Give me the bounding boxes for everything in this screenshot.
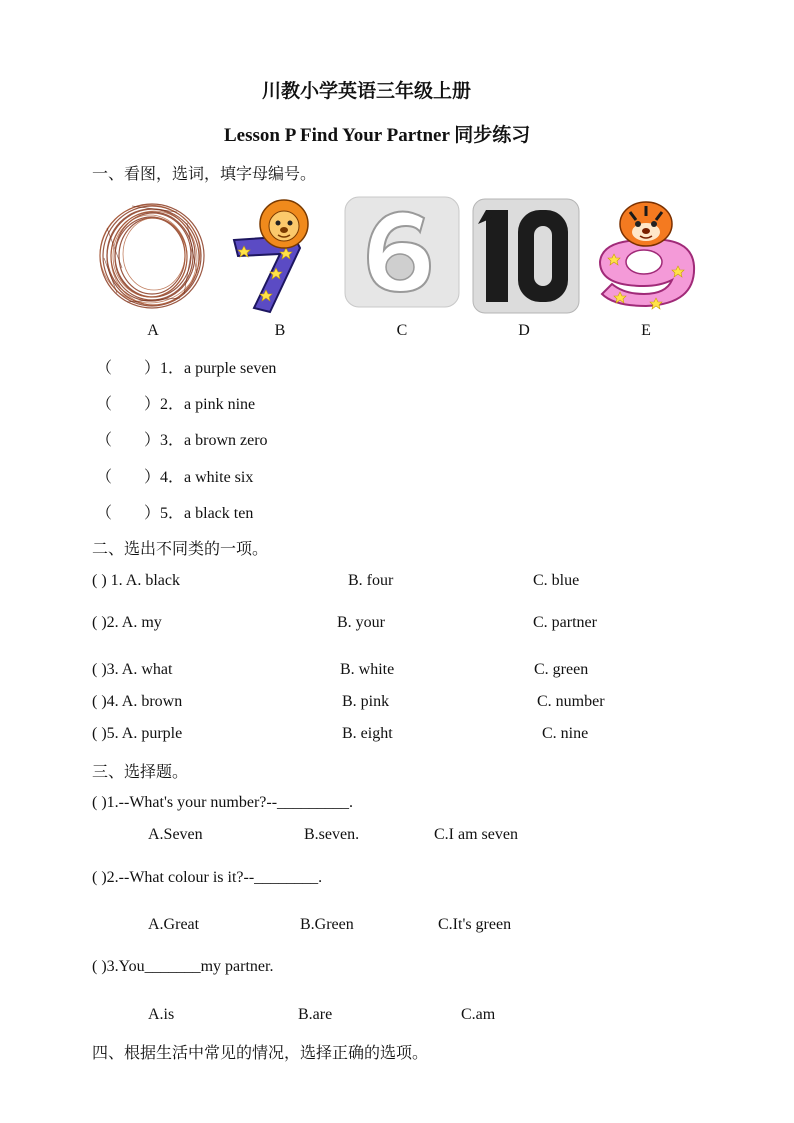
option-c[interactable]: C. nine (542, 725, 589, 742)
list-item (96, 427, 268, 450)
option-a[interactable]: A.Great (148, 916, 200, 933)
option-a[interactable]: A.Seven (148, 826, 203, 843)
list-item (96, 355, 276, 378)
option-c[interactable]: C.am (461, 1006, 496, 1023)
item-text: 4．a white six (160, 469, 254, 486)
list-item (96, 500, 253, 523)
answer-blank[interactable]: （ ） (96, 360, 161, 377)
item-text: 1．a purple seven (160, 360, 277, 377)
option-b[interactable]: B. white (340, 661, 395, 678)
option-c[interactable]: C.It's green (438, 916, 512, 933)
page-subtitle: Lesson P Find Your Partner 同步练习 (224, 125, 531, 146)
option-b[interactable]: B. pink (342, 693, 390, 710)
question-number-option-a[interactable]: ( )3. A. what (92, 661, 173, 678)
purple-seven-lion-picture (230, 198, 330, 316)
option-b[interactable]: B.are (298, 1006, 333, 1023)
pink-nine-tiger-picture (590, 200, 706, 312)
picture-label-e: E (641, 322, 651, 339)
option-b[interactable]: B. your (337, 614, 385, 631)
question-text: ( )3.You_______my partner. (92, 958, 274, 975)
question-number-option-a[interactable]: ( )5. A. purple (92, 725, 183, 742)
answer-blank[interactable]: （ ） (96, 396, 161, 413)
option-b[interactable]: B.seven. (304, 826, 360, 843)
option-c[interactable]: C.I am seven (434, 826, 518, 843)
answer-blank[interactable]: （ ） (96, 469, 161, 486)
picture-label-a: A (147, 322, 159, 339)
item-text: 3．a brown zero (160, 432, 268, 449)
picture-label-d: D (518, 322, 530, 339)
option-b[interactable]: B. eight (342, 725, 393, 742)
option-c[interactable]: C. green (534, 661, 589, 678)
option-c[interactable]: C. blue (533, 572, 580, 589)
question-number-option-a[interactable]: ( ) 1. A. black (92, 572, 180, 589)
black-ten-picture (472, 198, 580, 314)
answer-blank[interactable]: （ ） (96, 505, 161, 522)
item-text: 2．a pink nine (160, 396, 256, 413)
option-b[interactable]: B. four (348, 572, 394, 589)
section-2-heading: 二、选出不同类的一项。 (92, 541, 269, 558)
list-item (96, 391, 255, 414)
answer-blank[interactable]: （ ） (96, 432, 161, 449)
option-b[interactable]: B.Green (300, 916, 354, 933)
page-title: 川教小学英语三年级上册 (262, 81, 472, 102)
item-text: 5．a black ten (160, 505, 254, 522)
question-text: ( )2.--What colour is it?--________. (92, 869, 323, 886)
option-c[interactable]: C. partner (533, 614, 597, 631)
section-1-heading: 一、看图，选词，填字母编号。 (92, 166, 317, 183)
white-six-picture (344, 196, 460, 308)
question-number-option-a[interactable]: ( )2. A. my (92, 614, 162, 631)
picture-label-c: C (396, 322, 408, 339)
section-4-heading: 四、根据生活中常见的情况，选择正确的选项。 (92, 1045, 429, 1062)
question-text: ( )1.--What's your number?--_________. (92, 794, 354, 811)
option-c[interactable]: C. number (537, 693, 605, 710)
question-number-option-a[interactable]: ( )4. A. brown (92, 693, 183, 710)
option-a[interactable]: A.is (148, 1006, 175, 1023)
list-item (96, 464, 253, 487)
section-3-heading: 三、选择题。 (92, 764, 189, 781)
brown-zero-picture (92, 198, 214, 316)
picture-label-b: B (274, 322, 286, 339)
